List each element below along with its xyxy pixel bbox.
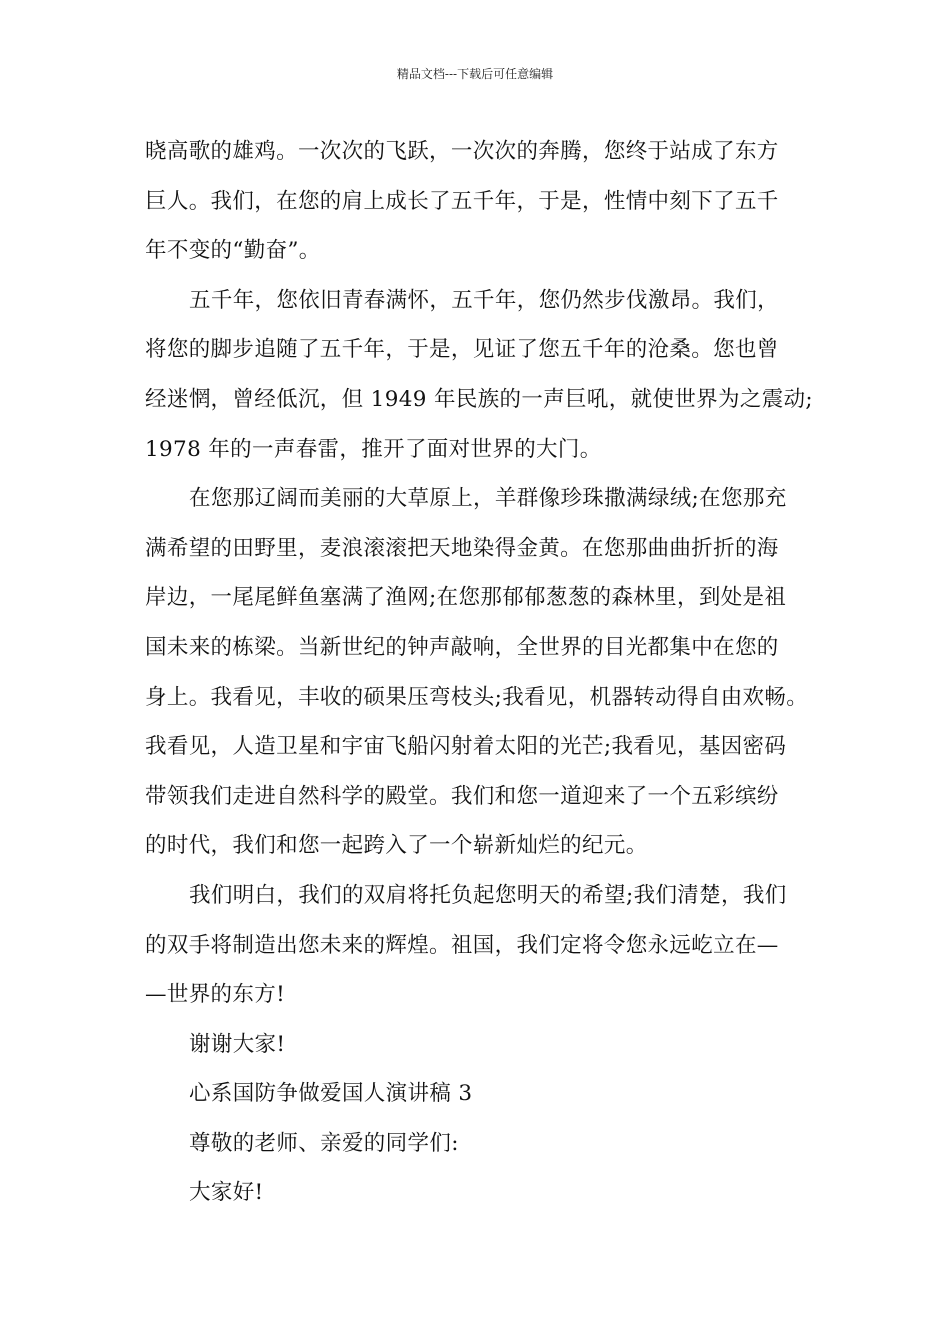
text-line: 岸边，一尾尾鲜鱼塞满了渔网;在您那郁郁葱葱的森林里，到处是祖 [145,585,787,611]
text-line: 的双手将制造出您未来的辉煌。祖国，我们定将令您永远屹立在— [145,932,779,958]
closing-line: 谢谢大家! [189,1031,286,1057]
page-header: 精品文档---下载后可任意编辑 [396,67,554,81]
text-line: 巨人。我们，在您的肩上成长了五千年，于是，性情中刻下了五千 [145,188,779,214]
text-line: 我看见，人造卫星和宇宙飞船闪射着太阳的光芒;我看见，基因密码 [145,734,787,760]
text-line: 1978 年的一声春雷，推开了面对世界的大门。 [145,436,602,462]
text-line: 身上。我看见，丰收的硕果压弯枝头;我看见，机器转动得自由欢畅。 [145,684,809,710]
paragraph-start-line: 五千年，您依旧青春满怀，五千年，您仍然步伐激昂。我们， [189,287,779,313]
text-line: 满希望的田野里，麦浪滚滚把天地染得金黄。在您那曲曲折折的海 [145,535,779,561]
text-line: 国未来的栋梁。当新世纪的钟声敲响，全世界的目光都集中在您的 [145,634,779,660]
greeting-line: 大家好! [189,1180,264,1206]
text-line: 晓高歌的雄鸡。一次次的飞跃，一次次的奔腾，您终于站成了东方 [145,139,779,164]
text-line: 经迷惘，曾经低沉，但 1949 年民族的一声巨吼，就使世界为之震动; [145,386,814,412]
document-body [145,127,815,1218]
speech-title: 心系国防争做爱国人演讲稿 3 [189,1081,473,1107]
text-line: 的时代，我们和您一起跨入了一个崭新灿烂的纪元。 [145,833,648,859]
text-line: 带领我们走进自然科学的殿堂。我们和您一道迎来了一个五彩缤纷 [145,783,779,809]
text-line: —世界的东方! [145,982,286,1008]
paragraph-start-line: 我们明白，我们的双肩将托负起您明天的希望;我们清楚，我们 [189,882,787,908]
text-line: 将您的脚步追随了五千年，于是，见证了您五千年的沧桑。您也曾 [145,337,779,363]
salutation-line: 尊敬的老师、亲爱的同学们: [189,1130,459,1156]
paragraph-start-line: 在您那辽阔而美丽的大草原上，羊群像珍珠撒满绿绒;在您那充 [189,486,787,512]
text-line: 年不变的“勤奋”。 [145,238,321,264]
